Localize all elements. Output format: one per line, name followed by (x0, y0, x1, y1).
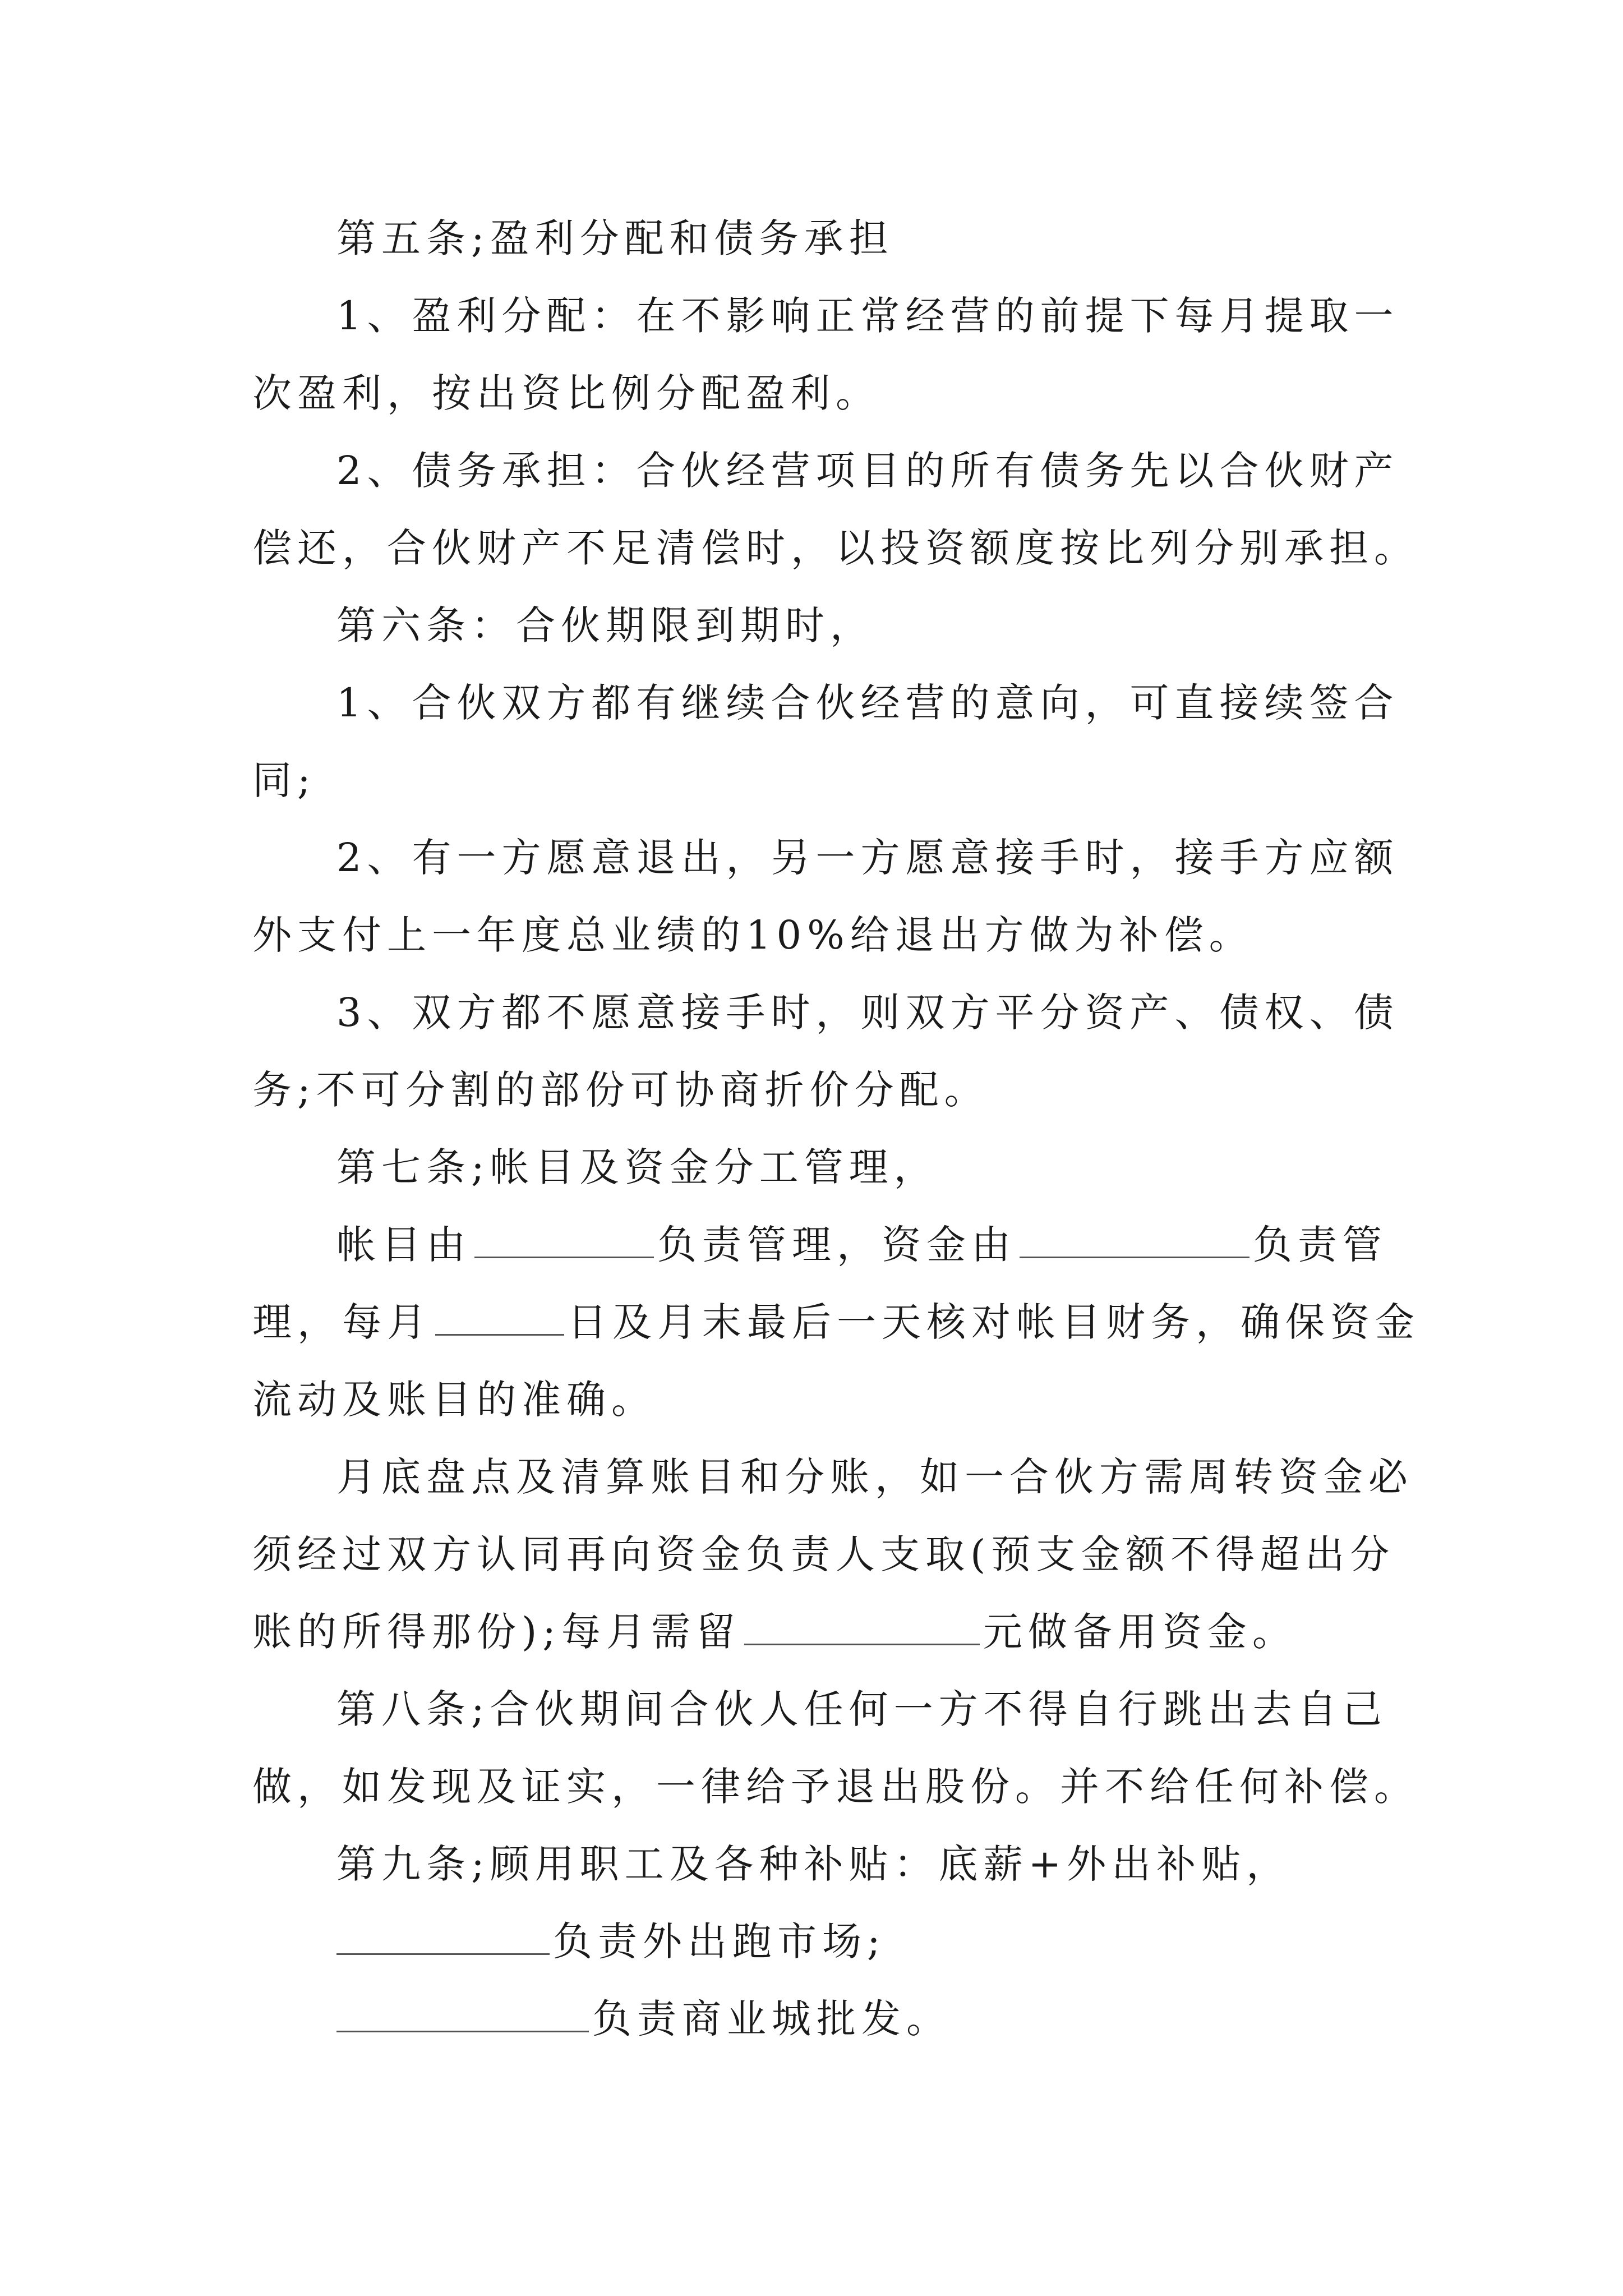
fill-in-blank (1020, 1222, 1249, 1258)
text-segment: 负责管理，资金由 (657, 1222, 1016, 1268)
paragraph-line (252, 1297, 1420, 1347)
article-8-heading: 第八条;合伙期间合伙人任何一方不得自行跳出去自己 (336, 1686, 1387, 1732)
paragraph-line: 偿还，合伙财产不足清偿时，以投资额度按比列分别承担。 (252, 525, 1419, 571)
text-segment: 帐目由 (336, 1222, 471, 1268)
paragraph-line: 次盈利，按出资比例分配盈利。 (252, 370, 880, 416)
fill-in-blank (435, 1299, 564, 1336)
article-6-heading: 第六条：合伙期限到期时， (336, 602, 875, 648)
paragraph-line: 3、双方都不愿意接手时，则双方平分资产、债权、债 (336, 990, 1399, 1036)
paragraph-line (336, 1916, 886, 1967)
fill-in-blank (744, 1609, 980, 1645)
text-segment: 账的所得那份);每月需留 (252, 1609, 741, 1655)
article-5-heading: 第五条;盈利分配和债务承担 (336, 215, 894, 261)
paragraph-line: 月底盘点及清算账目和分账，如一合伙方需周转资金必 (336, 1454, 1413, 1500)
paragraph-line: 1、盈利分配：在不影响正常经营的前提下每月提取一 (336, 293, 1399, 339)
article-9-heading: 第九条;顾用职工及各种补贴：底薪+外出补贴， (336, 1841, 1292, 1887)
fill-in-blank (474, 1222, 654, 1258)
paragraph-line: 做，如发现及证实，一律给予退出股份。并不给任何补偿。 (252, 1764, 1419, 1810)
paragraph-line: 须经过双方认同再向资金负责人支取(预支金额不得超出分 (252, 1531, 1395, 1577)
paragraph-line: 同; (252, 757, 316, 803)
paragraph-line: 2、有一方愿意退出，另一方愿意接手时，接手方应额 (336, 835, 1399, 881)
paragraph-line: 务;不可分割的部份可协商折价分配。 (252, 1067, 989, 1113)
text-segment: 负责商业城批发。 (592, 1996, 951, 2042)
text-segment: 日及月末最后一天核对帐目财务，确保资金 (568, 1299, 1420, 1345)
accounts-management-line (336, 1220, 1387, 1270)
text-segment: 理，每月 (252, 1299, 432, 1345)
text-segment: 负责外出跑市场; (553, 1918, 886, 1964)
paragraph-line: 1、合伙双方都有继续合伙经营的意向，可直接续签合 (336, 680, 1399, 726)
article-7-heading: 第七条;帐目及资金分工管理， (336, 1144, 939, 1190)
paragraph-line (252, 1607, 1297, 1657)
paragraph-line: 流动及账目的准确。 (252, 1377, 656, 1423)
text-segment: 负责管 (1253, 1222, 1387, 1268)
paragraph-line: 外支付上一年度总业绩的10%给退出方做为补偿。 (252, 912, 1254, 958)
paragraph-line (336, 1994, 951, 2044)
fill-in-blank (336, 1918, 550, 1955)
paragraph-line: 2、债务承担：合伙经营项目的所有债务先以合伙财产 (336, 448, 1399, 494)
text-segment: 元做备用资金。 (983, 1609, 1297, 1655)
fill-in-blank (336, 1996, 589, 2032)
